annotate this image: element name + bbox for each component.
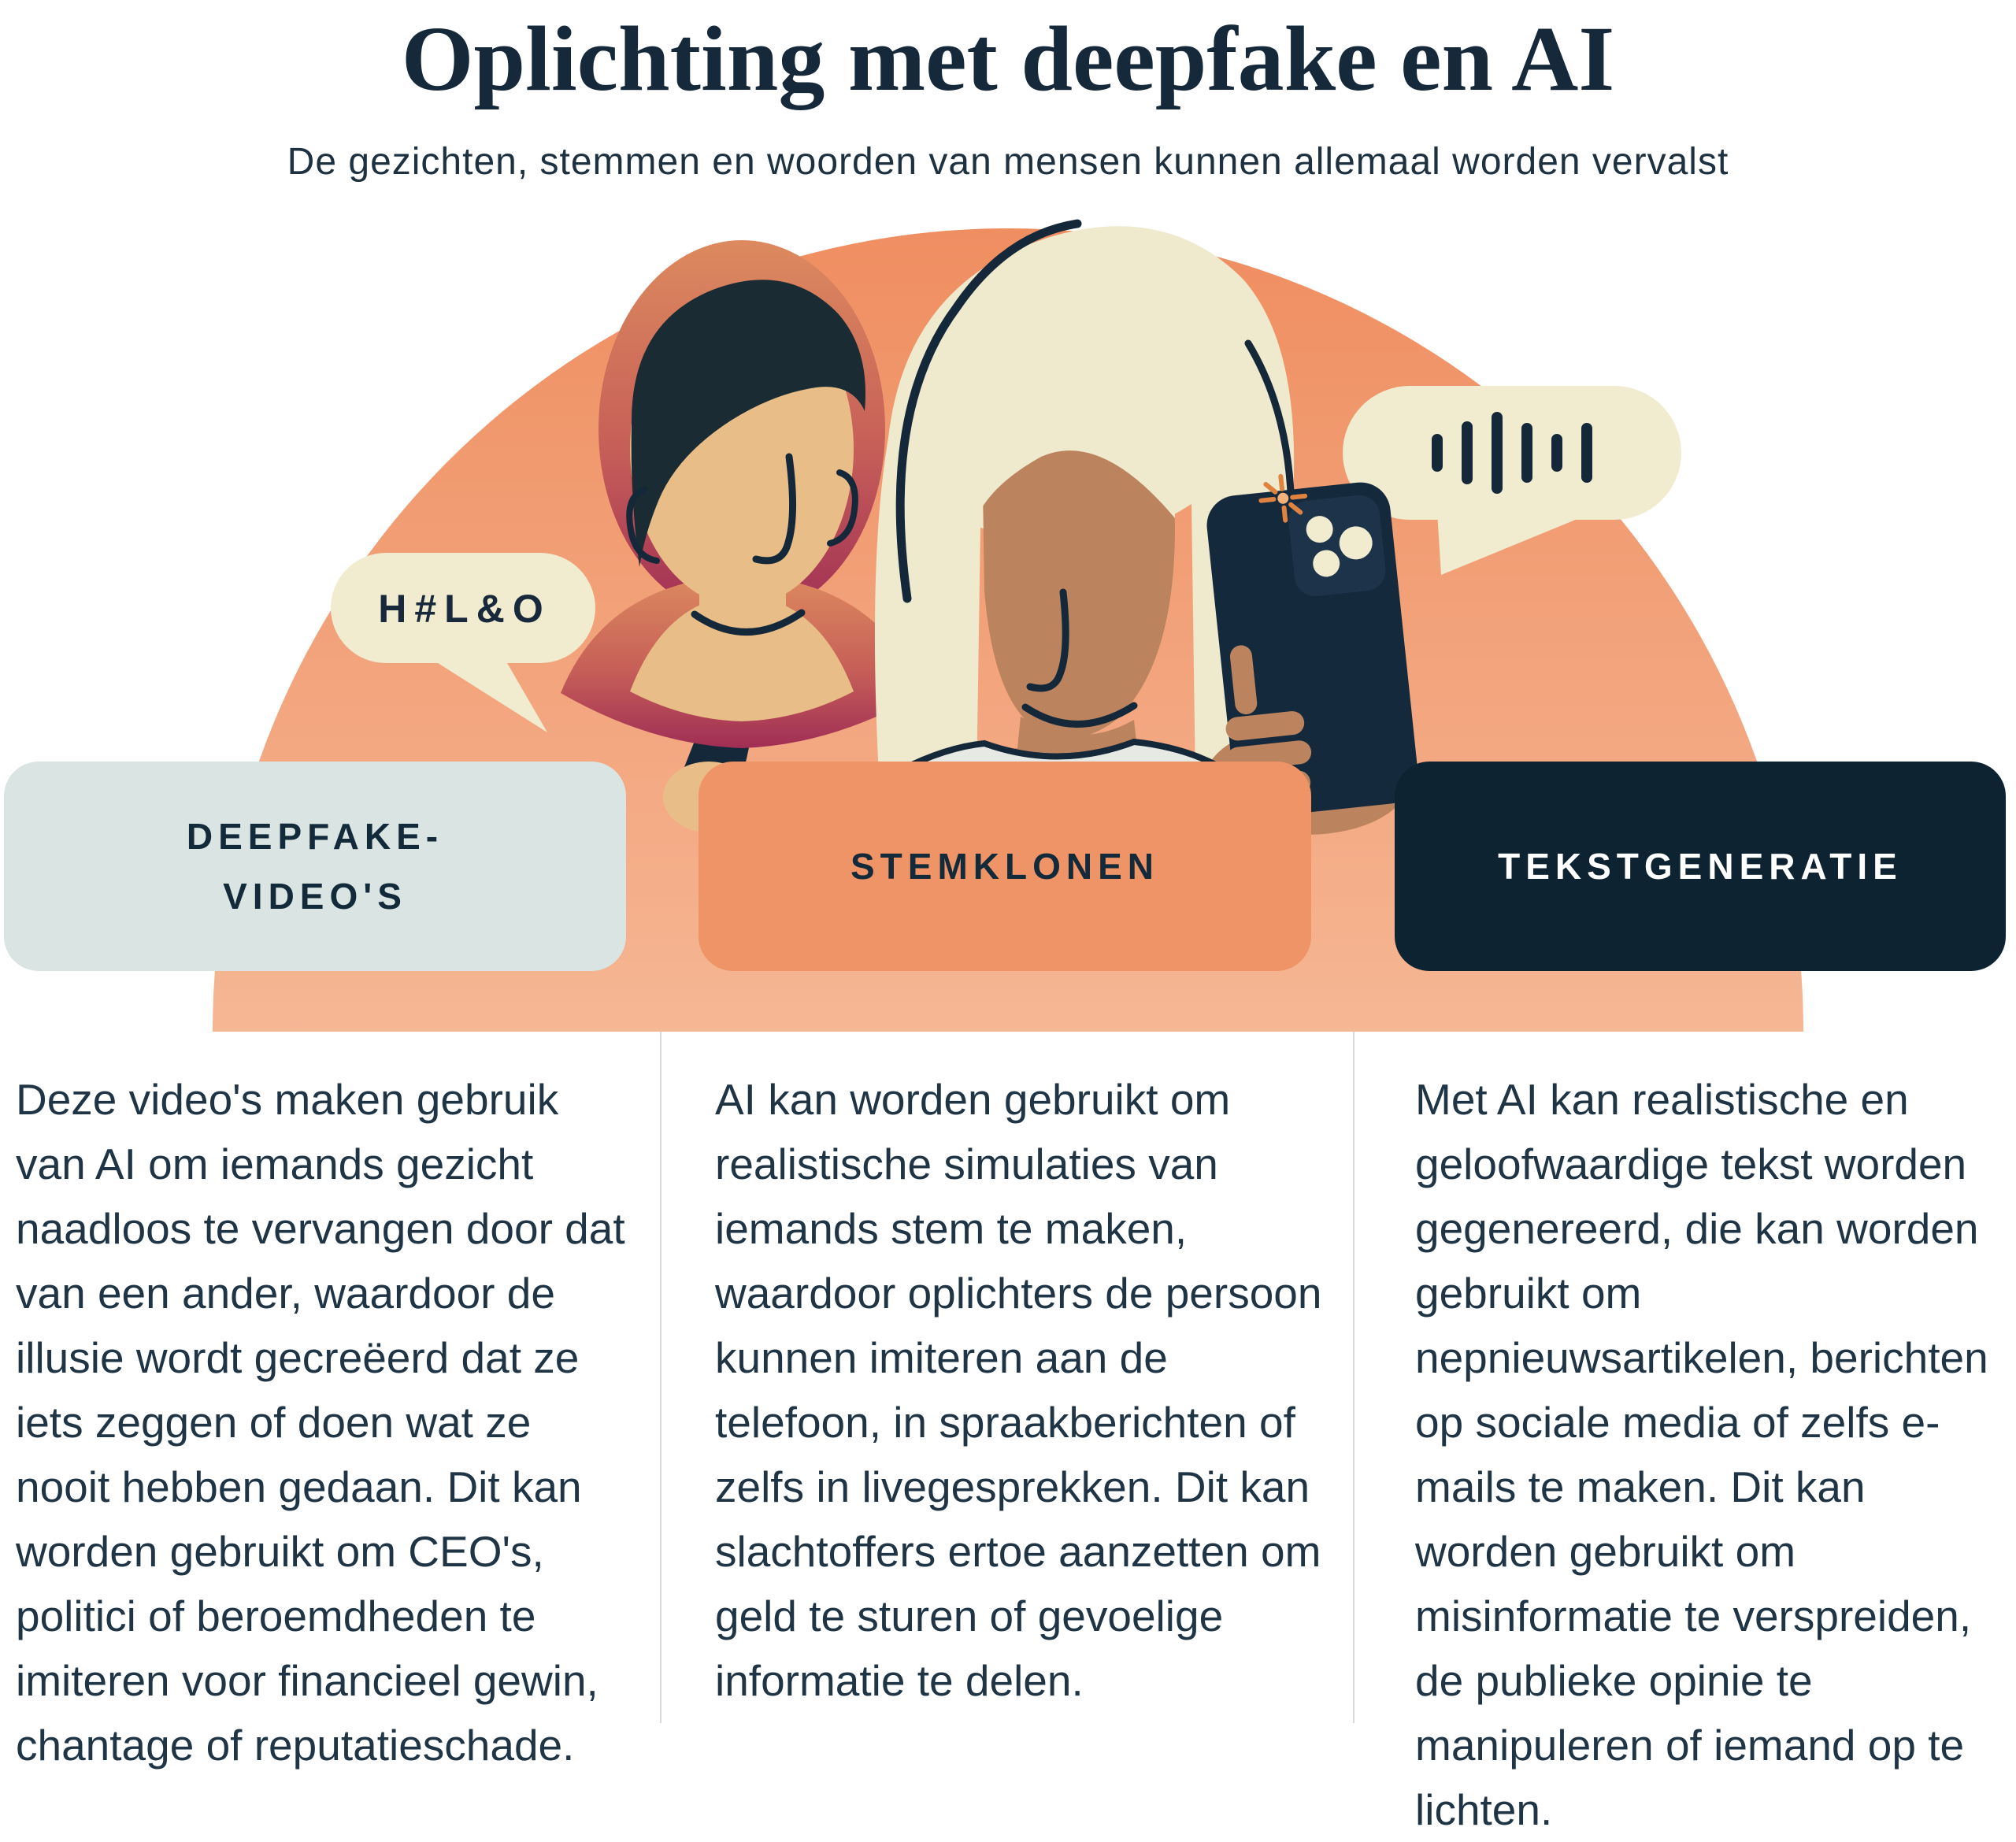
card-deepfake-videos xyxy=(4,762,626,971)
body-text-tekstgeneratie: Met AI kan realistische en geloofwaardige tekst worden gegenereerd, die kan worden gebruikt om nepnieuwsartikelen, berichten op sociale media of zelfs e-mails te maken. Dit kan worden gebruikt om misinformatie te verspreiden, de publieke opinie te manipuleren of iemand op te lichten. xyxy=(1415,1075,1988,1834)
card-tekstgeneratie xyxy=(1395,762,2006,971)
card-stemklonen xyxy=(699,762,1311,971)
subtitle: De gezichten, stemmen en woorden van mensen kunnen allemaal worden vervalst xyxy=(287,141,1729,183)
card-title: DEEPFAKE-VIDEO'S xyxy=(186,816,444,917)
card-title: STEMKLONEN xyxy=(850,846,1159,887)
bubble-text: H#L&O xyxy=(378,587,551,631)
body-text-deepfake-videos: Deze video's maken gebruik van AI om iemands gezicht naadloos te vervangen door dat van een ander, waardoor de illusie wordt gecreëerd dat ze iets zeggen of doen wat ze nooit hebben gedaan. Dit kan worden gebruikt om CEO's, politici of beroemdheden te imiteren voor financieel gewin, chantage of reputatieschade. xyxy=(16,1075,625,1770)
page-title: Oplichting met deepfake en AI xyxy=(401,7,1615,110)
body-text-stemklonen: AI kan worden gebruikt om realistische simulaties van iemands stem te maken, waardoor oplichters de persoon kunnen imiteren aan de telefoon, in spraakberichten of zelfs in livegesprekken. Dit kan slachtoffers ertoe aanzetten om geld te sturen of gevoelige informatie te delen. xyxy=(715,1075,1322,1705)
card-title: TEKSTGENERATIE xyxy=(1498,846,1903,887)
